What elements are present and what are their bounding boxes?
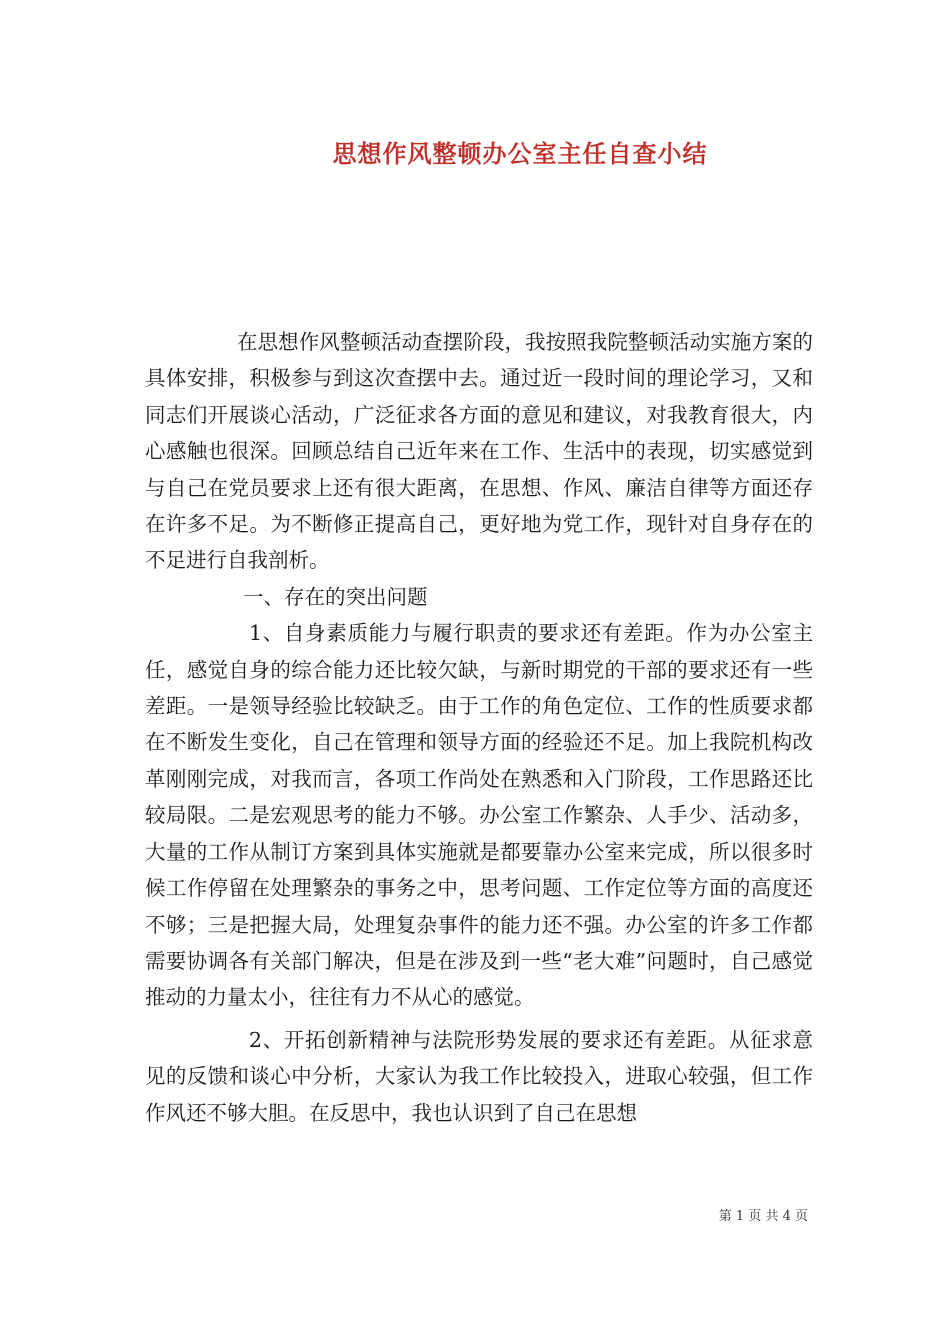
intro-paragraph: 在思想作风整顿活动查摆阶段，我按照我院整顿活动实施方案的具体安排，积极参与到这次查摆中去。通过近一段时间的理论学习，又和同志们开展谈心活动，广泛征求各方面的意见和建议，对我教育很大，内心感触也很深。回顾总结自己近年来在工作、生活中的表现，切实感觉到与自己在党员要求上还有很大距离，在思想、作风、廉洁自律等方面还存在许多不足。为不断修正提高自己，更好地为党工作，现针对自身存在的不足进行自我剖析。 [145,330,813,573]
problem-item-1: 1、自身素质能力与履行职责的要求还有差距。作为办公室主任，感觉自身的综合能力还比较欠缺，与新时期党的干部的要求还有一些差距。一是领导经验比较缺乏。由于工作的角色定位、工作的性质要求都在不断发生变化，自己在管理和领导方面的经验还不足。加上我院机构改革刚刚完成，对我而言，各项工作尚处在熟悉和入门阶段，工作思路还比较局限。二是宏观思考的能力不够。办公室工作繁杂、人手少、活动多，大量的工作从制订方案到具体实施就是都要靠办公室来完成，所以很多时候工作停留在处理繁杂的事务之中，思考问题、工作定位等方面的高度还不够；三是把握大局，处理复杂事件的能力还不强。办公室的许多工作都需要协调各有关部门解决，但是在涉及到一些“老大难”问题时，自己感觉推动的力量太小，往往有力不从心的感觉。 [145,621,813,1010]
document-body [145,324,813,1131]
page-number-footer: 第 1 页 共 4 页 [718,1209,808,1224]
section-heading: 一、存在的突出问题 [243,584,428,609]
problem-item-2: 2、开拓创新精神与法院形势发展的要求还有差距。从征求意见的反馈和谈心中分析，大家认为我工作比较投入，进取心较强，但工作作风还不够大胆。在反思中，我也认识到了自己在思想 [145,1027,813,1125]
document-title: 思想作风整顿办公室主任自查小结 [332,140,708,168]
